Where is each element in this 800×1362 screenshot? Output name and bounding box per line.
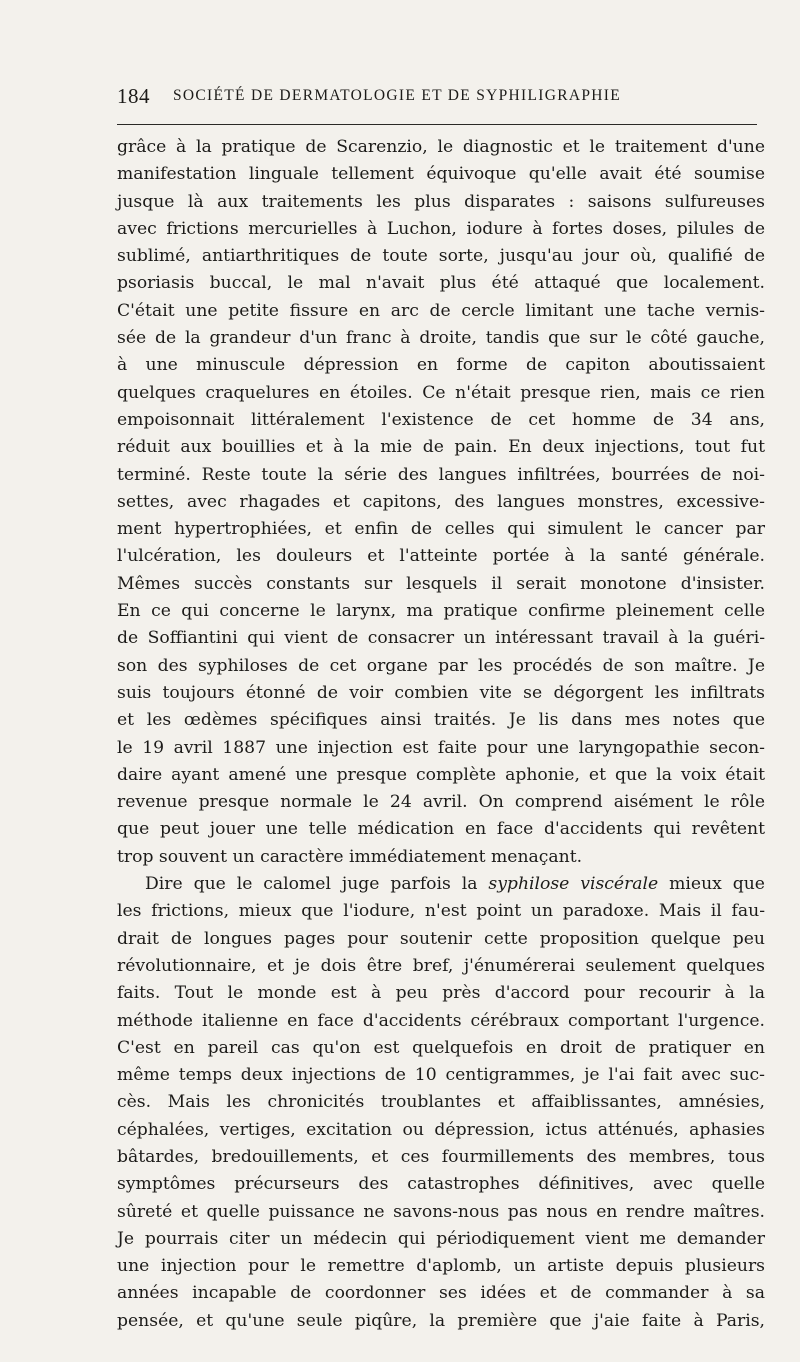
text-line: C'était une petite fissure en arc de cercle limitant une tache vernis- xyxy=(117,300,765,321)
text-line: avec frictions mercurielles à Luchon, iodure à fortes doses, pilules de xyxy=(117,218,765,239)
text-line: psoriasis buccal, le mal n'avait plus été attaqué que localement. xyxy=(117,273,765,294)
text-segment: mieux que xyxy=(658,874,765,895)
text-line: sublimé, antiarthritiques de toute sorte, jusqu'au jour où, qualifié de xyxy=(117,246,765,267)
text-line: Mêmes succès constants sur lesquels il serait monotone d'insister. xyxy=(117,573,765,594)
body-text xyxy=(117,134,765,1335)
text-line: cès. Mais les chronicités troublantes et affaiblissantes, amnésies, xyxy=(117,1092,765,1113)
text-line: Je pourrais citer un médecin qui périodiquement vient me demander xyxy=(117,1228,765,1249)
text-line xyxy=(117,871,765,898)
text-line: et les œdèmes spécifiques ainsi traités. Je lis dans mes notes que xyxy=(117,710,765,731)
page-number: 184 xyxy=(117,84,150,108)
text-line: les frictions, mieux que l'iodure, n'est point un paradoxe. Mais il fau- xyxy=(117,901,765,922)
text-line: terminé. Reste toute la série des langues infiltrées, bourrées de noi- xyxy=(117,464,765,485)
text-line: revenue presque normale le 24 avril. On comprend aisément le rôle xyxy=(117,792,765,813)
text-line: une injection pour le remettre d'aplomb, un artiste depuis plusieurs xyxy=(117,1256,765,1277)
text-line: l'ulcération, les douleurs et l'atteinte portée à la santé générale. xyxy=(117,546,765,567)
text-segment: Dire que le calomel juge parfois la xyxy=(145,874,489,895)
text-line: jusque là aux traitements les plus disparates : saisons sulfureuses xyxy=(117,191,765,212)
text-line: empoisonnait littéralement l'existence de cet homme de 34 ans, xyxy=(117,409,765,430)
text-line: C'est en pareil cas qu'on est quelquefois en droit de pratiquer en xyxy=(117,1037,765,1058)
text-line: même temps deux injections de 10 centigrammes, je l'ai fait avec suc- xyxy=(117,1065,765,1086)
text-line: sée de la grandeur d'un franc à droite, tandis que sur le côté gauche, xyxy=(117,328,765,349)
text-line: révolutionnaire, et je dois être bref, j'énumérerai seulement quelques xyxy=(117,955,765,976)
text-line: symptômes précurseurs des catastrophes définitives, avec quelle xyxy=(117,1174,765,1195)
text-line: grâce à la pratique de Scarenzio, le diagnostic et le traitement d'une xyxy=(117,137,765,157)
header-rule xyxy=(117,124,757,125)
paragraph-1 xyxy=(117,134,765,871)
text-line: faits. Tout le monde est à peu près d'accord pour recourir à la xyxy=(117,983,765,1004)
text-line: ment hypertrophiées, et enfin de celles qui simulent le cancer par xyxy=(117,519,765,540)
text-line: settes, avec rhagades et capitons, des langues monstres, excessive- xyxy=(117,491,765,512)
text-line: années incapable de coordonner ses idées et de commander à sa xyxy=(117,1283,765,1304)
text-line: pensée, et qu'une seule piqûre, la première que j'aie faite à Paris, xyxy=(117,1310,765,1331)
running-header xyxy=(117,84,757,110)
text-line: En ce qui concerne le larynx, ma pratique confirme pleinement celle xyxy=(117,601,765,622)
text-line: que peut jouer une telle médication en face d'accidents qui revêtent xyxy=(117,819,765,840)
text-line: de Soffiantini qui vient de consacrer un intéressant travail à la guéri- xyxy=(117,628,765,649)
text-line: son des syphiloses de cet organe par les procédés de son maître. Je xyxy=(117,655,765,676)
italic-term: syphilose viscérale xyxy=(488,874,659,895)
text-line: suis toujours étonné de voir combien vite se dégorgent les infiltrats xyxy=(117,682,765,703)
text-line: trop souvent un caractère immédiatement menaçant. xyxy=(117,846,583,867)
text-line: méthode italienne en face d'accidents cérébraux comportant l'urgence. xyxy=(117,1010,765,1031)
text-line: à une minuscule dépression en forme de capiton aboutissaient xyxy=(117,355,765,376)
paragraph-2 xyxy=(117,871,765,1335)
text-line: quelques craquelures en étoiles. Ce n'était presque rien, mais ce rien xyxy=(117,382,765,403)
text-line: daire ayant amené une presque complète aphonie, et que la voix était xyxy=(117,764,765,785)
text-line: bâtardes, bredouillements, et ces fourmillements des membres, tous xyxy=(117,1146,765,1167)
text-line: manifestation linguale tellement équivoque qu'elle avait été soumise xyxy=(117,164,765,185)
text-line: drait de longues pages pour soutenir cette proposition quelque peu xyxy=(117,928,765,949)
text-line: réduit aux bouillies et à la mie de pain. En deux injections, tout fut xyxy=(117,437,765,458)
text-line: le 19 avril 1887 une injection est faite pour une laryngopathie secon- xyxy=(117,737,765,758)
text-line: sûreté et quelle puissance ne savons-nous pas nous en rendre maîtres. xyxy=(117,1201,765,1222)
text-line: céphalées, vertiges, excitation ou dépression, ictus atténués, aphasies xyxy=(117,1119,765,1140)
running-title: SOCIÉTÉ DE DERMATOLOGIE ET DE SYPHILIGRAPHIE xyxy=(173,87,621,104)
